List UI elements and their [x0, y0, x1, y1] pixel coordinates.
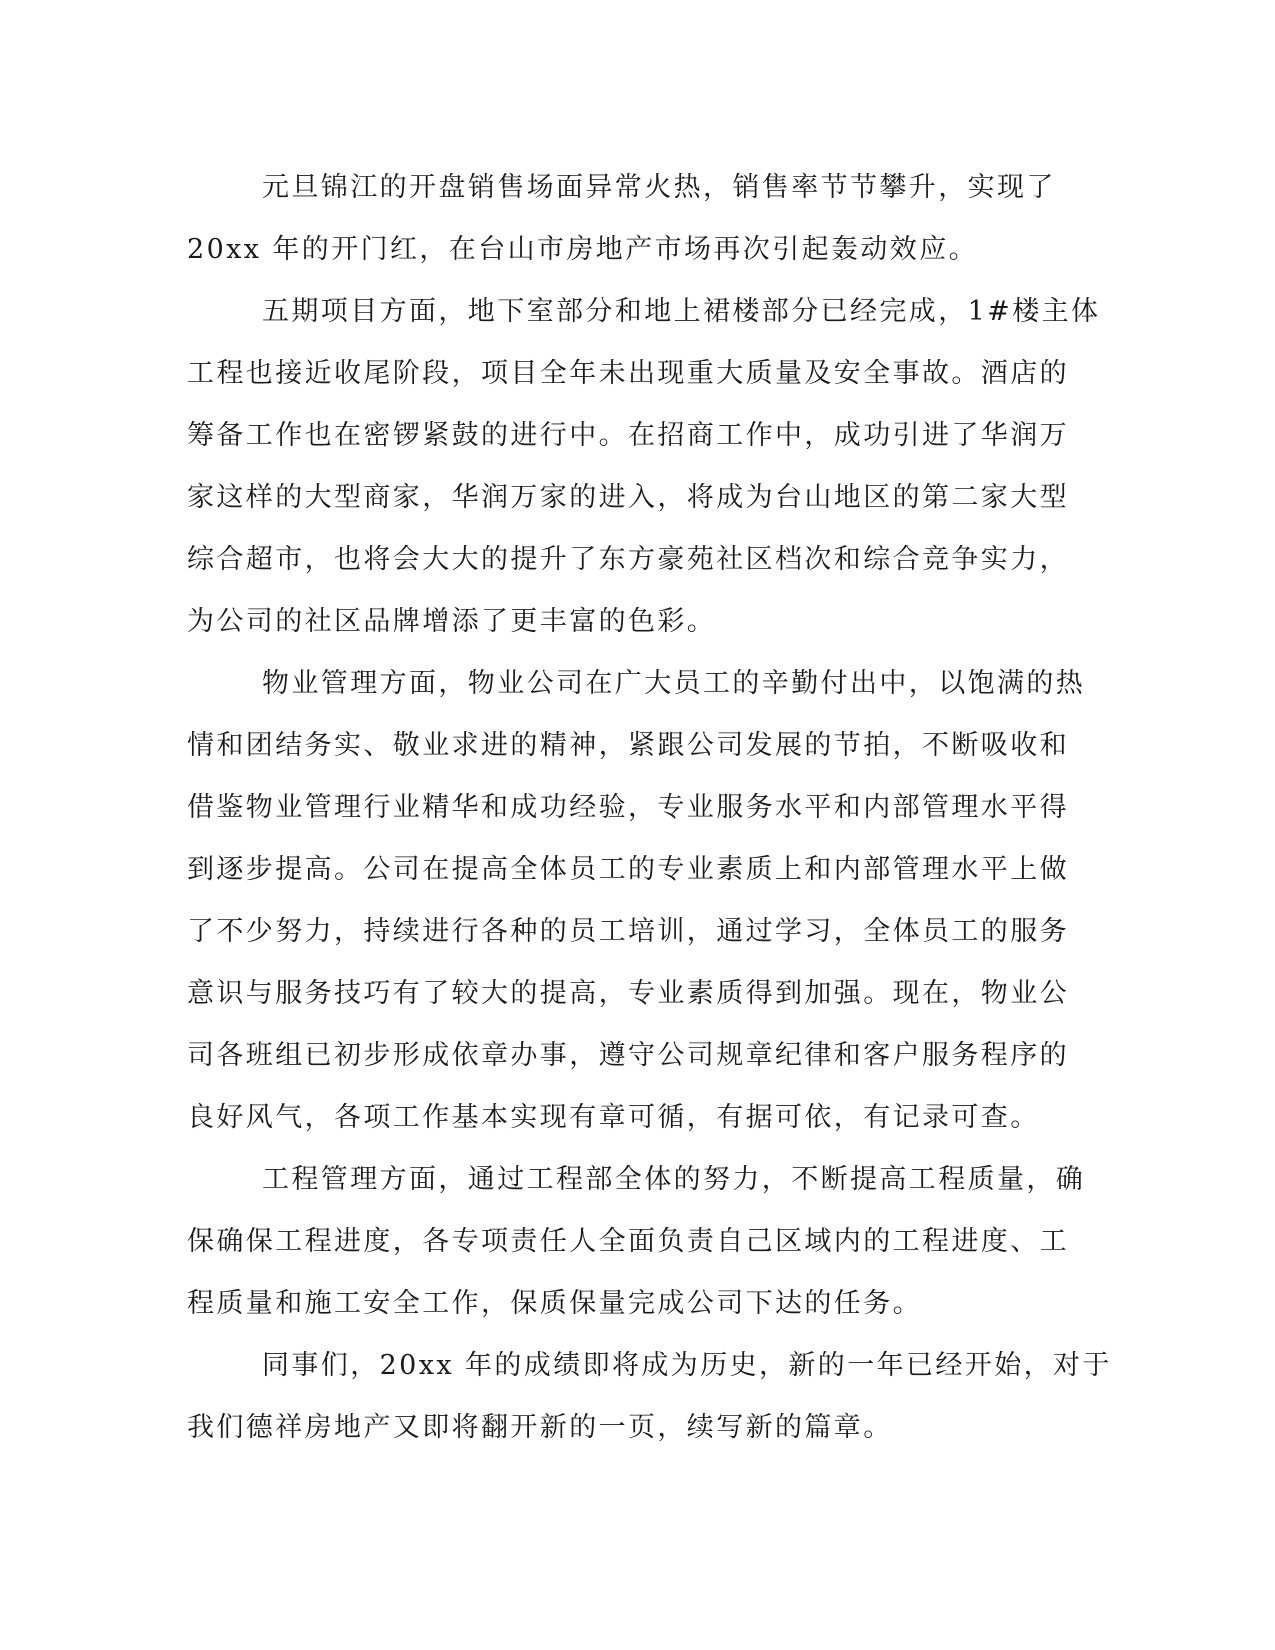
paragraph-property-management [187, 653, 1087, 1149]
paragraph-line: 家这样的大型商家，华润万家的进入，将成为台山地区的第二家大型 [187, 482, 1069, 513]
paragraph-line: 五期项目方面，地下室部分和地上裙楼部分已经完成，1#楼主体 [262, 296, 1101, 327]
paragraph-line: 了不少努力，持续进行各种的员工培训，通过学习，全体员工的服务 [187, 916, 1069, 947]
paragraph-line: 意识与服务技巧有了较大的提高，专业素质得到加强。现在，物业公 [187, 978, 1069, 1009]
paragraph-opening-sales [187, 157, 1087, 281]
paragraph-phase-five-project [187, 281, 1101, 653]
paragraph-line: 借鉴物业管理行业精华和成功经验，专业服务水平和内部管理水平得 [187, 792, 1069, 823]
paragraph-line: 工程也接近收尾阶段，项目全年未出现重大质量及安全事故。酒店的 [187, 358, 1069, 389]
paragraph-line: 筹备工作也在密锣紧鼓的进行中。在招商工作中，成功引进了华润万 [187, 420, 1069, 451]
paragraph-line: 程质量和施工安全工作，保质保量完成公司下达的任务。 [187, 1288, 922, 1319]
paragraph-line: 到逐步提高。公司在提高全体员工的专业素质上和内部管理水平上做 [187, 854, 1069, 885]
paragraph-line: 良好风气，各项工作基本实现有章可循，有据可依，有记录可查。 [187, 1102, 1040, 1133]
paragraph-line: 元旦锦江的开盘销售场面异常火热，销售率节节攀升，实现了 [262, 172, 1056, 203]
paragraph-line: 情和团结务实、敬业求进的精神，紧跟公司发展的节拍，不断吸收和 [187, 730, 1069, 761]
paragraph-line: 工程管理方面，通过工程部全体的努力，不断提高工程质量，确 [262, 1164, 1086, 1195]
paragraph-line: 20xx 年的开门红，在台山市房地产市场再次引起轰动效应。 [187, 234, 978, 265]
paragraph-line: 物业管理方面，物业公司在广大员工的辛勤付出中，以饱满的热 [262, 668, 1086, 699]
paragraph-engineering-management [187, 1149, 1087, 1335]
paragraph-line: 保确保工程进度，各专项责任人全面负责自己区域内的工程进度、工 [187, 1226, 1069, 1257]
paragraph-line: 综合超市，也将会大大的提升了东方豪苑社区档次和综合竞争实力， [187, 544, 1069, 575]
paragraph-line: 我们德祥房地产又即将翻开新的一页，续写新的篇章。 [187, 1412, 893, 1443]
paragraph-closing [187, 1335, 1112, 1459]
paragraph-line: 同事们，20xx 年的成绩即将成为历史，新的一年已经开始，对于 [262, 1350, 1112, 1381]
document-body [187, 157, 1112, 1459]
paragraph-line: 司各班组已初步形成依章办事，遵守公司规章纪律和客户服务程序的 [187, 1040, 1069, 1071]
paragraph-line: 为公司的社区品牌增添了更丰富的色彩。 [187, 606, 717, 637]
